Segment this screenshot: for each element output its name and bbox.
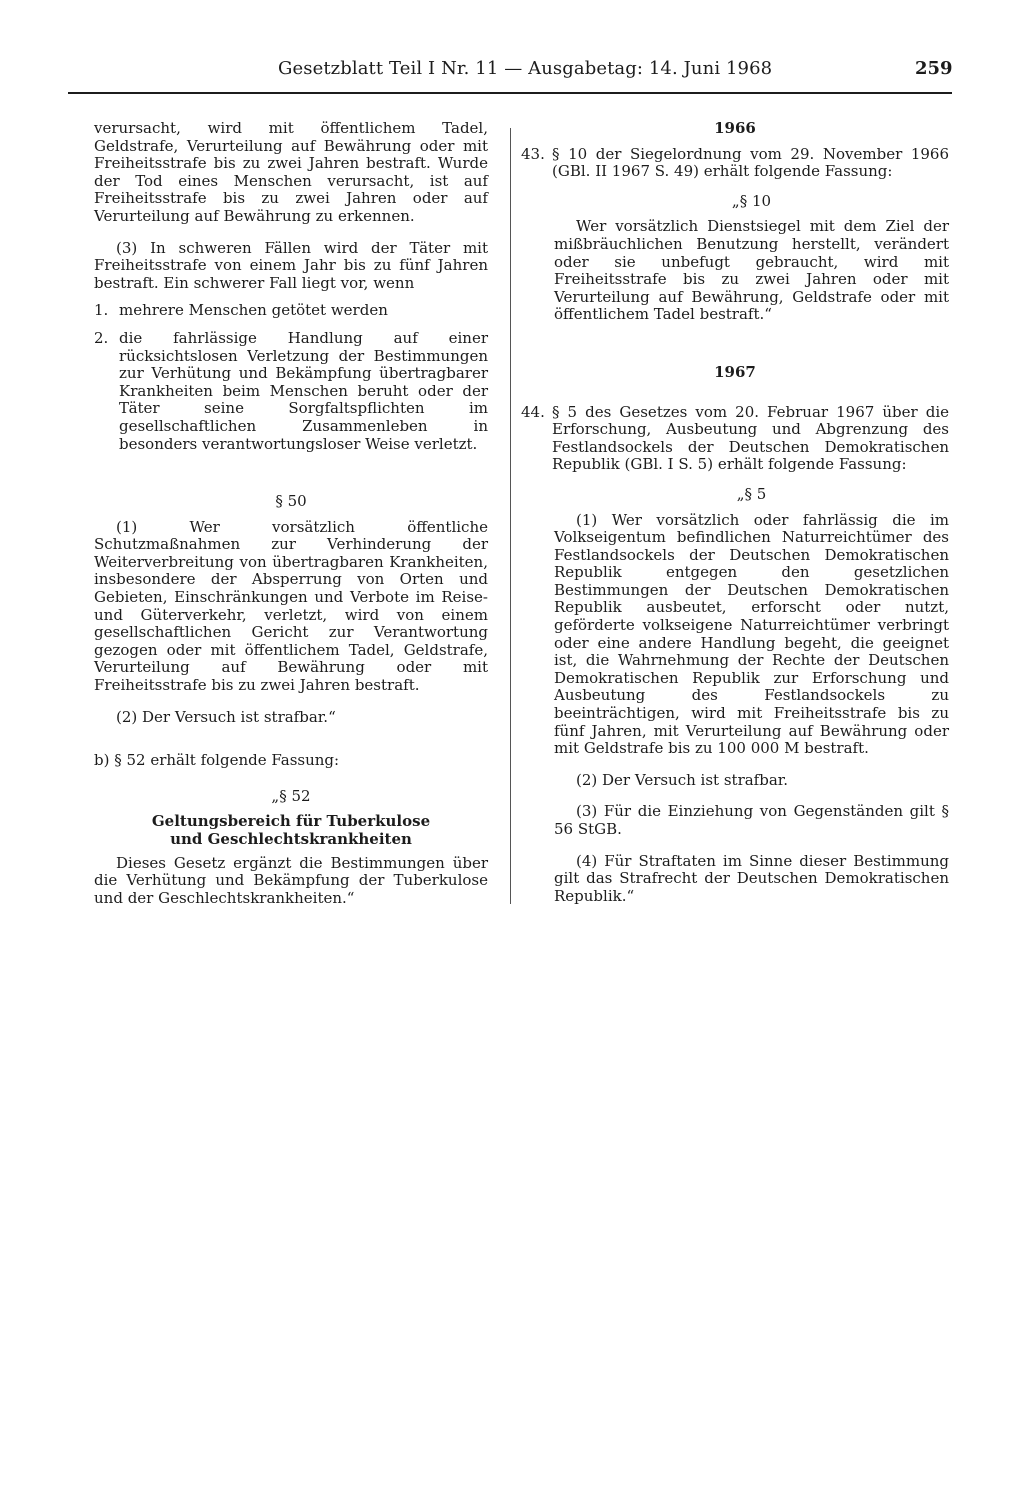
list-item-number: 2. bbox=[94, 328, 109, 347]
section-5-heading: „§ 5 bbox=[736, 484, 767, 503]
section-52-text: Dieses Gesetz ergänzt die Bestimmungen über die Verhütung und Bekämpfung der Tuberkulose und der Geschlechtskrankheiten.“ bbox=[94, 853, 488, 907]
section-5-paragraph-4: (4) Für Straftaten im Sinne dieser Bestimmung gilt das Strafrecht der Deutschen Demokratischen Republik.“ bbox=[554, 851, 949, 905]
item-44-number: 44. bbox=[521, 402, 545, 421]
item-43-number: 43. bbox=[521, 144, 545, 163]
section-5-paragraph-2: (2) Der Versuch ist strafbar. bbox=[576, 770, 789, 789]
item-43 bbox=[521, 146, 949, 181]
section-5-paragraph-1: (1) Wer vorsätzlich oder fahrlässig die im Volkseigentum befindlichen Naturreichtümer des Festlandsockels der Deutschen Demokratischen Republik entgegen den gesetzlichen Bestimmungen der Deutschen Demokratischen Republik ausbeutet, erforscht oder nutzt, geförderte volkseigene Naturreichtümer verbringt oder eine andere Handlung begeht, die geeignet ist, die Wahrnehmung der Rechte der Deutschen Demokratischen Republik zur Erforschung und Ausbeutung des Festlandsockels zu beeinträchtigen, wird mit Freiheitsstrafe bis zu fünf Jahren, mit Verurteilung auf Bewährung oder mit Geldstrafe bis zu 100 000 M bestraft. bbox=[554, 510, 949, 758]
item-43-text: § 10 der Siegelordnung vom 29. November 1966 (GBl. II 1967 S. 49) erhält folgende Fassung: bbox=[552, 144, 949, 181]
item-44 bbox=[521, 404, 949, 474]
section-52-title-line-2: und Geschlechtskrankheiten bbox=[170, 830, 412, 848]
item-44-text: § 5 des Gesetzes vom 20. Februar 1967 über die Erforschung, Ausbeutung und Abgrenzung des Festlandsockels der Deutschen Demokratischen Republik (GBl. I S. 5) erhält folgende Fassung: bbox=[552, 402, 949, 474]
list-item-number: 1. bbox=[94, 301, 109, 320]
list-item bbox=[94, 302, 488, 320]
section-5-paragraph-3: (3) Für die Einziehung von Gegenständen gilt § 56 StGB. bbox=[554, 802, 949, 838]
paragraph-continuation: verursacht, wird mit öffentlichem Tadel, Geldstrafe, Verurteilung auf Bewährung oder mit Freiheitsstrafe bis zu zwei Jahren bestraft. Wurde der Tod eines Menschen verursacht, ist auf Freiheitsstrafe bis zu zwei Jahren oder auf Verurteilung auf Bewährung zu erkennen. bbox=[94, 119, 488, 225]
section-50-heading: § 50 bbox=[275, 492, 307, 511]
list-item bbox=[94, 330, 488, 453]
section-10-heading: „§ 10 bbox=[731, 191, 772, 210]
header-rule bbox=[68, 92, 952, 94]
amendment-b: b) § 52 erhält folgende Fassung: bbox=[94, 751, 340, 770]
page-number: 259 bbox=[915, 58, 953, 79]
list-item-text: die fahrlässige Handlung auf einer rücksichtslosen Verletzung der Bestimmungen zur Verhütung und Bekämpfung übertragbarer Krankheiten beim Menschen beruht oder der Täter seine Sorgfaltspflichten im gesellschaftlichen Zusammenleben in besonders verantwortungsloser Weise verletzt. bbox=[119, 328, 488, 453]
paragraph-3: (3) In schweren Fällen wird der Täter mit Freiheitsstrafe von einem Jahr bis zu fünf Jahren bestraft. Ein schwerer Fall liegt vor, wenn bbox=[94, 238, 488, 292]
section-10-text: Wer vorsätzlich Dienstsiegel mit dem Ziel der mißbräuchlichen Benutzung herstellt, verändert oder sie unbefugt gebraucht, wird mit Freiheitsstrafe bis zu zwei Jahren oder mit Verurteilung auf Bewährung, Geldstrafe oder mit öffentlichem Tadel bestraft.“ bbox=[554, 217, 949, 324]
section-52-heading: „§ 52 bbox=[271, 786, 311, 805]
right-column bbox=[521, 120, 949, 905]
column-divider bbox=[510, 128, 511, 904]
gazette-title: Gesetzblatt Teil I Nr. 11 — Ausgabetag: 14. Juni 1968 bbox=[278, 58, 773, 79]
year-heading-1967: 1967 bbox=[714, 362, 756, 381]
year-heading-1966: 1966 bbox=[714, 119, 756, 137]
section-50-paragraph-1: (1) Wer vorsätzlich öffentliche Schutzmaßnahmen zur Verhinderung der Weiterverbreitung von übertragbaren Krankheiten, insbesondere der Absperrung von Orten und Gebieten, Einschränkungen und Verbote im Reise- und Güterverkehr, verletzt, wird von einem gesellschaftlichen Gericht zur Verantwortung gezogen oder mit öffentlichem Tadel, Geldstrafe, Verurteilung auf Bewährung oder mit Freiheitsstrafe bis zu zwei Jahren bestraft. bbox=[94, 517, 488, 695]
page-header bbox=[0, 52, 1024, 92]
section-52-title-line-1: Geltungsbereich für Tuberkulose bbox=[151, 812, 431, 831]
section-50-paragraph-2: (2) Der Versuch ist strafbar.“ bbox=[116, 707, 336, 726]
list-item-text: mehrere Menschen getötet werden bbox=[119, 301, 388, 320]
left-column bbox=[94, 120, 488, 907]
